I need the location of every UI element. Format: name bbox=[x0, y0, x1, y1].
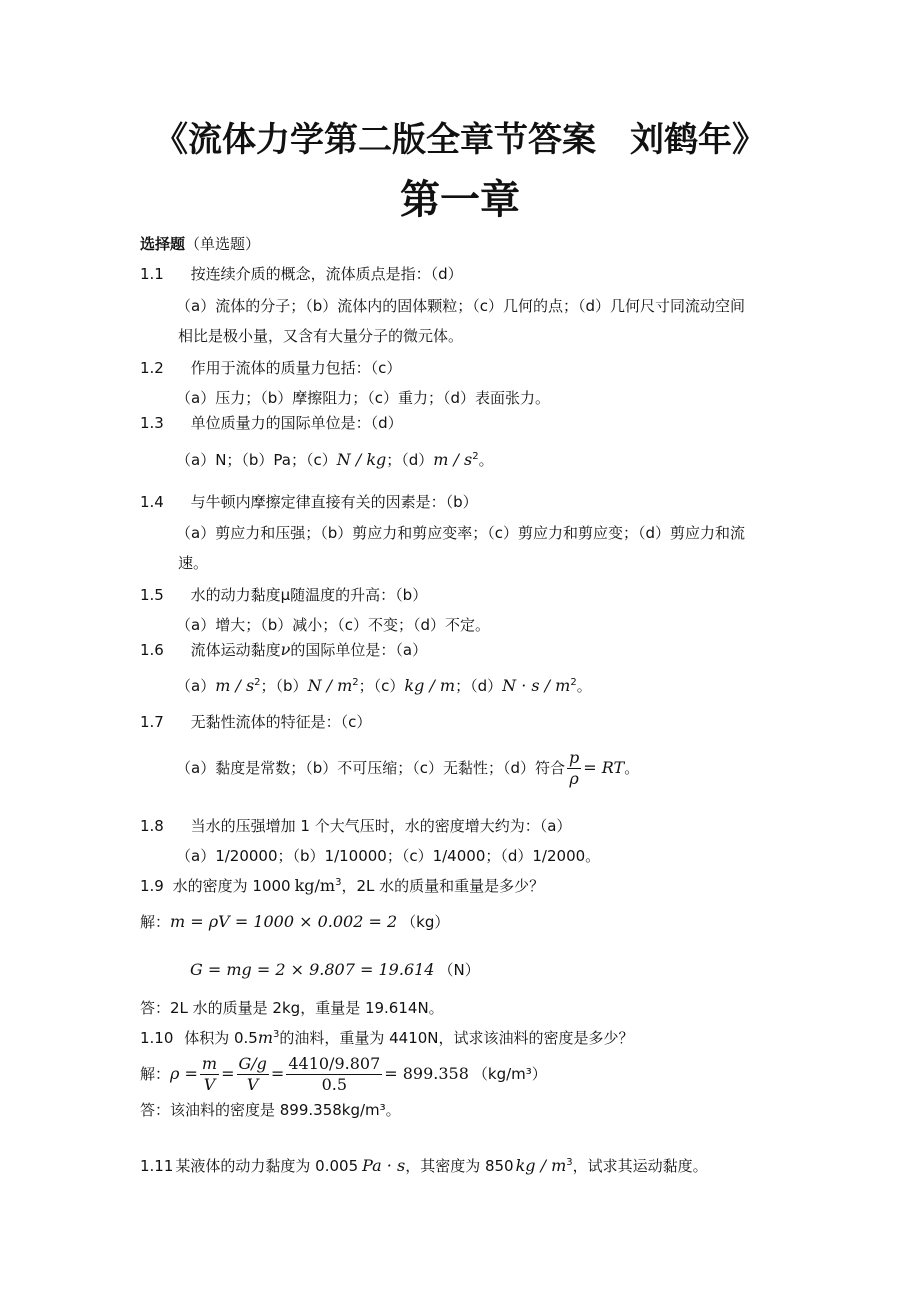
math-m-per-s2: m / s bbox=[215, 676, 255, 695]
options-1-8: （a）1/20000；（b）1/10000；（c）1/4000；（d）1/2000。 bbox=[176, 847, 601, 865]
question-number: 1.10 bbox=[140, 1029, 174, 1047]
question-number: 1.3 bbox=[140, 414, 164, 432]
options-1-3 bbox=[176, 450, 494, 470]
equation: G = mg = 2 × 9.807 = 19.614 bbox=[190, 960, 435, 979]
question-stem: 当水的压强增加 1 个大气压时，水的密度增大约为：（a） bbox=[190, 817, 572, 835]
section-note: （单选题） bbox=[185, 235, 261, 253]
question-number: 1.9 bbox=[140, 877, 164, 895]
question-1-1 bbox=[140, 264, 463, 284]
answer-1-10: 答：该油料的密度是 899.358kg/m³。 bbox=[140, 1101, 401, 1119]
fraction-numerator: m bbox=[201, 1054, 218, 1073]
question-stem: 水的密度为 1000 bbox=[172, 877, 291, 895]
options-1-5: （a）增大；（b）减小；（c）不变；（d）不定。 bbox=[176, 616, 490, 634]
solution-1-9-line1 bbox=[140, 912, 449, 932]
exponent: 3 bbox=[272, 1029, 280, 1040]
fraction-numerator: 4410/9.807 bbox=[288, 1054, 381, 1073]
exponent: 2 bbox=[472, 451, 479, 462]
question-stem: 的油料，重量为 4410N，试求该油料的密度是多少？ bbox=[279, 1029, 634, 1047]
exponent: 2 bbox=[570, 677, 577, 688]
option-text: 。 bbox=[576, 677, 592, 695]
exponent: 3 bbox=[335, 877, 342, 888]
unit-text: （kg/m³） bbox=[472, 1065, 547, 1083]
fraction-g-over-v bbox=[237, 1054, 269, 1095]
options-1-2: （a）压力；（b）摩擦阻力；（c）重力；（d）表面张力。 bbox=[176, 389, 550, 407]
math-rho: ρ = bbox=[170, 1064, 198, 1083]
question-number: 1.5 bbox=[140, 586, 164, 604]
math-kg-per-m: kg / m bbox=[404, 676, 456, 695]
question-number: 1.4 bbox=[140, 493, 164, 511]
question-1-4 bbox=[140, 492, 478, 512]
question-1-10 bbox=[140, 1028, 634, 1048]
math-m-per-s2: m / s bbox=[433, 450, 473, 469]
fraction-p-over-rho bbox=[567, 748, 581, 789]
question-1-9 bbox=[140, 876, 544, 896]
fraction-m-over-v bbox=[200, 1054, 219, 1095]
question-number: 1.11 bbox=[140, 1157, 174, 1175]
question-1-6 bbox=[140, 640, 427, 660]
math-n-per-m2: N / m bbox=[307, 676, 353, 695]
question-1-2 bbox=[140, 358, 401, 378]
question-number: 1.2 bbox=[140, 359, 164, 377]
option-text: ；（c） bbox=[358, 677, 405, 695]
section-title: 选择题 bbox=[140, 235, 186, 253]
chapter-heading: 第一章 bbox=[400, 176, 520, 223]
solution-label: 解： bbox=[140, 913, 171, 931]
question-1-7 bbox=[140, 712, 371, 732]
question-number: 1.7 bbox=[140, 713, 164, 731]
option-text: ；（b） bbox=[260, 677, 308, 695]
question-stem: ，试求其运动黏度。 bbox=[572, 1157, 708, 1175]
unit-text: （kg） bbox=[401, 913, 450, 931]
options-1-4-line2: 速。 bbox=[178, 554, 209, 572]
fraction-numerator: G/g bbox=[238, 1054, 267, 1073]
exponent: 2 bbox=[254, 677, 261, 688]
question-stem: 体积为 0.5 bbox=[184, 1029, 258, 1047]
equation: m = ρV = 1000 × 0.002 = 2 bbox=[170, 912, 398, 931]
option-text: （a） bbox=[176, 677, 216, 695]
question-1-5 bbox=[140, 585, 427, 605]
math-rt: = RT bbox=[583, 758, 625, 777]
math-kg-per-m3: kg / m bbox=[515, 1156, 567, 1175]
option-text: 。 bbox=[478, 451, 494, 469]
question-stem: 与牛顿内摩擦定律直接有关的因素是：（b） bbox=[190, 493, 478, 511]
question-stem: 单位质量力的国际单位是：（d） bbox=[190, 414, 403, 432]
question-1-3 bbox=[140, 413, 403, 433]
math-unit: kg/m bbox=[294, 876, 336, 895]
question-stem: ，2L 水的质量和重量是多少？ bbox=[341, 877, 545, 895]
options-1-1-line2: 相比是极小量，又含有大量分子的微元体。 bbox=[178, 327, 464, 345]
question-stem: 的国际单位是：（a） bbox=[290, 641, 428, 659]
options-1-7 bbox=[176, 748, 639, 789]
question-stem: 按连续介质的概念，流体质点是指：（d） bbox=[190, 265, 463, 283]
solution-1-9-line2 bbox=[190, 960, 480, 980]
fraction-denominator: ρ bbox=[569, 769, 579, 788]
fraction-denominator: V bbox=[203, 1075, 216, 1094]
exponent: 3 bbox=[566, 1157, 573, 1168]
question-stem: 无黏性流体的特征是：（c） bbox=[190, 713, 372, 731]
option-text: 。 bbox=[624, 759, 640, 777]
question-stem: 某液体的动力黏度为 0.005 bbox=[175, 1157, 359, 1175]
question-stem: 水的动力黏度μ随温度的升高：（b） bbox=[190, 586, 428, 604]
unit-text: （N） bbox=[438, 961, 480, 979]
fraction-denominator: V bbox=[246, 1075, 259, 1094]
question-1-8 bbox=[140, 816, 571, 836]
math-n-per-kg: N / kg bbox=[336, 450, 387, 469]
equals-sign: = bbox=[270, 1064, 285, 1083]
question-1-11 bbox=[140, 1156, 708, 1176]
result-value: = 899.358 bbox=[384, 1064, 469, 1083]
math-unit: m bbox=[257, 1028, 273, 1047]
fraction-denominator: 0.5 bbox=[321, 1075, 348, 1094]
answer-1-9: 答：2L 水的质量是 2kg，重量是 19.614N。 bbox=[140, 999, 444, 1017]
options-1-1-line1: （a）流体的分子；（b）流体内的固体颗粒；（c）几何的点；（d）几何尺寸同流动空间 bbox=[176, 297, 745, 315]
options-1-6 bbox=[176, 676, 592, 696]
question-stem: ，其密度为 850 bbox=[405, 1157, 514, 1175]
math-nu: ν bbox=[280, 640, 291, 659]
option-text: ；（d） bbox=[455, 677, 503, 695]
option-text: （a）黏度是常数；（b）不可压缩；（c）无黏性；（d）符合 bbox=[176, 759, 565, 777]
solution-label: 解： bbox=[140, 1065, 171, 1083]
math-ns-per-m2: N · s / m bbox=[502, 676, 571, 695]
question-number: 1.1 bbox=[140, 265, 164, 283]
section-heading bbox=[140, 234, 260, 254]
math-pa-s: Pa · s bbox=[362, 1156, 406, 1175]
fraction-numerator: p bbox=[569, 748, 580, 767]
options-1-4-line1: （a）剪应力和压强；（b）剪应力和剪应变率；（c）剪应力和剪应变；（d）剪应力和流 bbox=[176, 524, 745, 542]
question-number: 1.8 bbox=[140, 817, 164, 835]
document-title: 《流体力学第二版全章节答案 刘鹤年》 bbox=[154, 120, 766, 160]
question-stem: 流体运动黏度 bbox=[190, 641, 281, 659]
question-number: 1.6 bbox=[140, 641, 164, 659]
exponent: 2 bbox=[352, 677, 359, 688]
equals-sign: = bbox=[221, 1064, 235, 1083]
question-stem: 作用于流体的质量力包括：（c） bbox=[190, 359, 402, 377]
solution-1-10 bbox=[140, 1054, 547, 1095]
option-text: （a）N；（b）Pa；（c） bbox=[176, 451, 337, 469]
fraction-numeric bbox=[286, 1054, 382, 1095]
option-text: ；（d） bbox=[386, 451, 434, 469]
